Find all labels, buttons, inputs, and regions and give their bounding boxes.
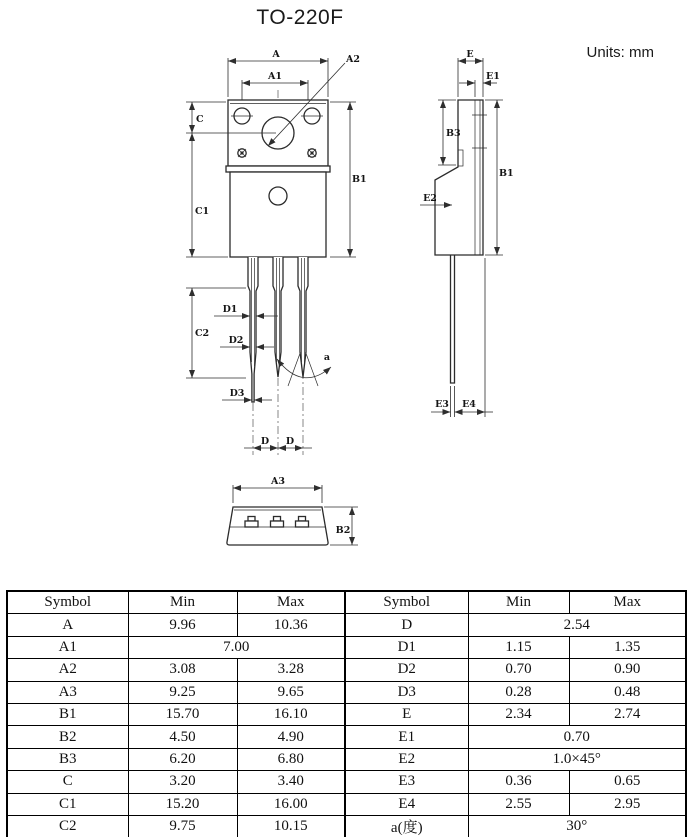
symbol-cell: A (7, 614, 128, 636)
dim-label-b2: B2 (335, 525, 351, 536)
max-cell: 9.65 (237, 681, 345, 703)
side-profile-outline (435, 100, 483, 255)
symbol-cell: A2 (7, 659, 128, 681)
dim-label-d3: D3 (229, 388, 245, 399)
span-cell: 1.0×45° (468, 748, 686, 770)
symbol-cell: C2 (7, 815, 128, 837)
table-row (7, 636, 686, 658)
max-cell: 3.28 (237, 659, 345, 681)
dim-label-a2: A2 (346, 54, 360, 65)
min-cell: 3.08 (128, 659, 237, 681)
symbol-cell: E (345, 703, 468, 725)
table-row (7, 793, 686, 815)
table-row (7, 659, 686, 681)
table-header-row (7, 591, 686, 614)
bottom-lead-sections (245, 517, 309, 528)
front-flange (226, 166, 330, 172)
lead-2 (273, 257, 283, 377)
dim-label-b1-side: B1 (499, 168, 514, 179)
min-cell: 15.20 (128, 793, 237, 815)
max-cell: 10.36 (237, 614, 345, 636)
symbol-cell: D (345, 614, 468, 636)
min-cell: 1.15 (468, 636, 569, 658)
header-min-right: Min (468, 591, 569, 614)
side-lead (451, 255, 455, 383)
lead-1 (248, 257, 258, 402)
max-cell: 4.90 (237, 726, 345, 748)
units-label: Units: mm (586, 44, 654, 61)
dim-label-b3: B3 (446, 128, 461, 139)
max-cell: 16.10 (237, 703, 345, 725)
symbol-cell: a(度) (345, 815, 468, 837)
min-cell: 4.50 (128, 726, 237, 748)
dim-label-d-left: D (260, 436, 270, 447)
dim-label-a3: A3 (271, 476, 285, 487)
dim-label-c1: C1 (195, 206, 210, 217)
symbol-cell: B1 (7, 703, 128, 725)
max-cell: 0.65 (569, 771, 686, 793)
dim-label-d1: D1 (222, 304, 238, 315)
symbol-cell: E4 (345, 793, 468, 815)
table-row (7, 614, 686, 636)
symbol-cell: C (7, 771, 128, 793)
table-row (7, 771, 686, 793)
max-cell: 3.40 (237, 771, 345, 793)
table-row (7, 748, 686, 770)
table-row (7, 815, 686, 837)
min-cell: 9.75 (128, 815, 237, 837)
span-cell: 0.70 (468, 726, 686, 748)
dim-label-e4: E4 (462, 399, 476, 410)
lead-3 (298, 257, 308, 377)
min-cell: 2.34 (468, 703, 569, 725)
max-cell: 10.15 (237, 815, 345, 837)
dim-label-a: A (272, 49, 280, 60)
dim-label-e: E (466, 49, 474, 60)
symbol-cell: E3 (345, 771, 468, 793)
dim-label-alpha: a (323, 352, 331, 363)
min-cell: 9.96 (128, 614, 237, 636)
max-cell: 0.90 (569, 659, 686, 681)
symbol-cell: A1 (7, 636, 128, 658)
symbol-cell: E2 (345, 748, 468, 770)
table-row (7, 703, 686, 725)
max-cell: 0.48 (569, 681, 686, 703)
max-cell: 6.80 (237, 748, 345, 770)
front-view (186, 49, 367, 455)
span-cell: 30° (468, 815, 686, 837)
min-cell: 0.28 (468, 681, 569, 703)
symbol-cell: D3 (345, 681, 468, 703)
dim-label-e1: E1 (486, 71, 500, 82)
symbol-cell: B2 (7, 726, 128, 748)
symbol-cell: D1 (345, 636, 468, 658)
dim-label-c2: C2 (195, 328, 210, 339)
side-view (420, 49, 514, 417)
min-cell: 3.20 (128, 771, 237, 793)
min-cell: 15.70 (128, 703, 237, 725)
header-max-left: Max (237, 591, 345, 614)
table-row (7, 726, 686, 748)
max-cell: 2.74 (569, 703, 686, 725)
dim-label-e3: E3 (435, 399, 449, 410)
span-cell: 7.00 (128, 636, 345, 658)
max-cell: 2.95 (569, 793, 686, 815)
table-row (7, 681, 686, 703)
dim-label-d-right: D (285, 436, 295, 447)
symbol-cell: B3 (7, 748, 128, 770)
min-cell: 2.55 (468, 793, 569, 815)
min-cell: 0.36 (468, 771, 569, 793)
header-symbol-left: Symbol (7, 591, 128, 614)
page-title: TO-220F (256, 6, 344, 29)
bottom-view (227, 476, 358, 545)
dimensions-table (6, 590, 687, 837)
header-symbol-right: Symbol (345, 591, 468, 614)
min-cell: 0.70 (468, 659, 569, 681)
dim-label-e2: E2 (423, 193, 437, 204)
max-cell: 16.00 (237, 793, 345, 815)
span-cell: 2.54 (468, 614, 686, 636)
symbol-cell: E1 (345, 726, 468, 748)
symbol-cell: A3 (7, 681, 128, 703)
header-max-right: Max (569, 591, 686, 614)
dim-label-b1-front: B1 (352, 174, 367, 185)
max-cell: 1.35 (569, 636, 686, 658)
symbol-cell: C1 (7, 793, 128, 815)
header-min-left: Min (128, 591, 237, 614)
min-cell: 9.25 (128, 681, 237, 703)
dim-label-a1: A1 (268, 71, 282, 82)
min-cell: 6.20 (128, 748, 237, 770)
dim-label-c: C (196, 114, 204, 125)
symbol-cell: D2 (345, 659, 468, 681)
dim-label-d2: D2 (228, 335, 244, 346)
front-body-outline (230, 172, 326, 257)
